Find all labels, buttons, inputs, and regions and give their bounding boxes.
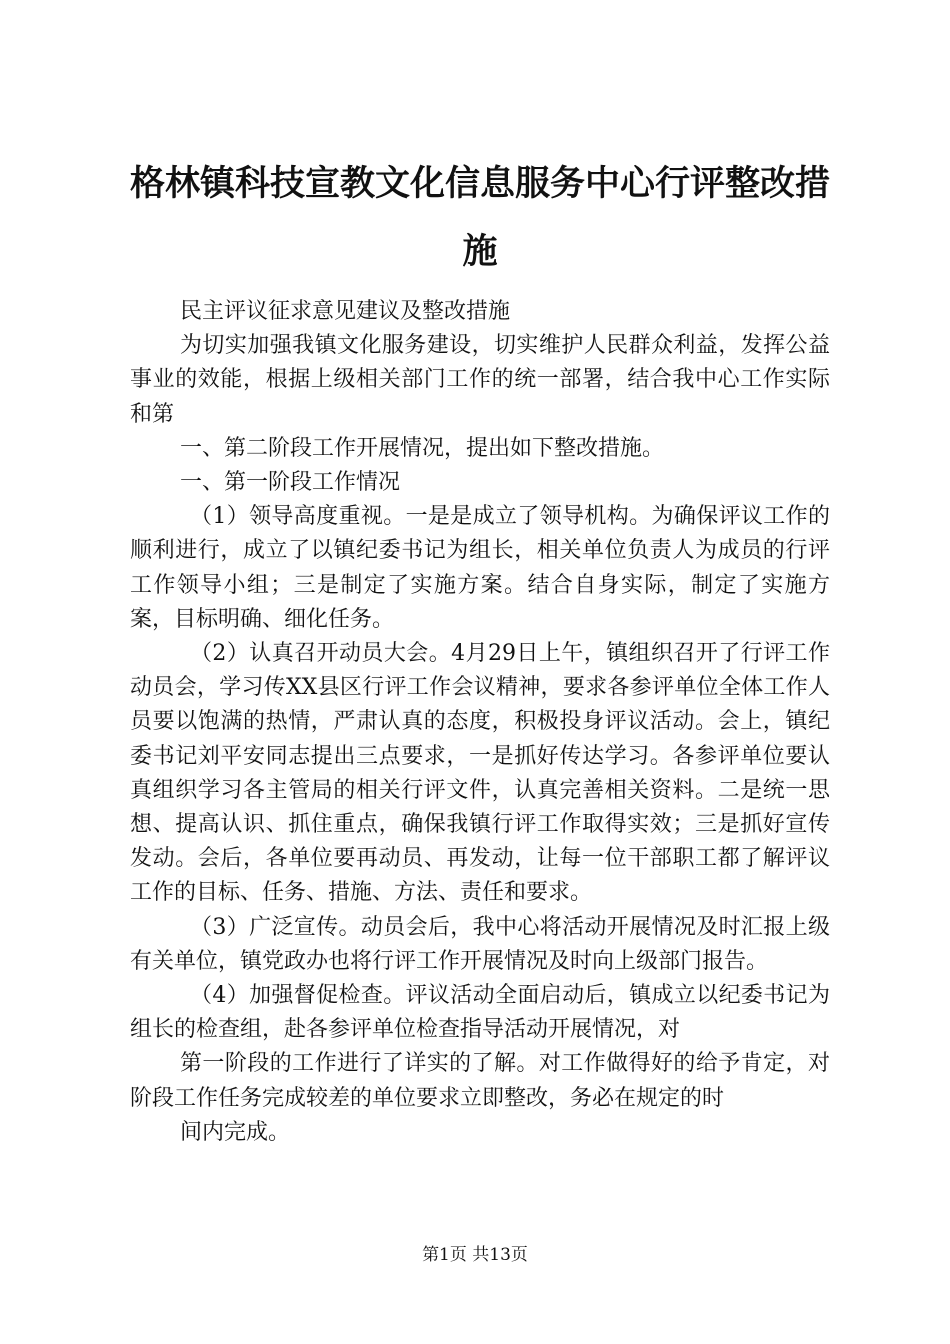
section-heading: 一、第一阶段工作情况	[180, 470, 401, 496]
paragraph-closing: 间内完成。	[180, 1119, 291, 1145]
paragraph-item-3: （3）广泛宣传。动员会后，我中心将活动开展情况及时汇报上级有关单位，镇党政办也将行评工作开展情况及时向上级部门报告。	[130, 914, 830, 974]
paragraph-item-1: （1）领导高度重视。一是是成立了领导机构。为确保评议工作的顺利进行，成立了以镇纪委书记为组长，相关单位负责人为成员的行评工作领导小组；三是制定了实施方案。结合自身实际，制定了实施方案，目标明确、细化任务。	[130, 504, 830, 632]
page-number: 第1页 共13页	[422, 1245, 528, 1265]
document-body	[130, 295, 830, 1150]
paragraph-intro: 为切实加强我镇文化服务建设，切实维护人民群众利益，发挥公益事业的效能，根据上级相关部门工作的统一部署，结合我中心工作实际和第	[130, 333, 830, 427]
paragraph-item-4: （4）加强督促检查。评议活动全面启动后，镇成立以纪委书记为组长的检查组，赴各参评单位检查指导活动开展情况，对	[130, 983, 830, 1043]
paragraph-section-intro: 一、第二阶段工作开展情况，提出如下整改措施。	[180, 435, 665, 461]
paragraph-item-2: （2）认真召开动员大会。4月29日上午，镇组织召开了行评工作动员会，学习传XX县区行评工作会议精神，要求各参评单位全体工作人员要以饱满的热情，严肃认真的态度，积极投身评议活动。会上，镇纪委书记刘平安同志提出三点要求，一是抓好传达学习。各参评单位要认真组织学习各主管局的相关行评文件，认真完善相关资料。二是统一思想、提高认识、抓住重点，确保我镇行评工作取得实效；三是抓好宣传发动。会后，各单位要再动员、再发动，让每一位干部职工都了解评议工作的目标、任务、措施、方法、责任和要求。	[130, 641, 830, 906]
document-title: 格林镇科技宣教文化信息服务中心行评整改措施	[129, 164, 830, 272]
paragraph-continuation: 第一阶段的工作进行了详实的了解。对工作做得好的给予肯定，对阶段工作任务完成较差的单位要求立即整改，务必在规定的时	[130, 1051, 830, 1111]
paragraph-subtitle: 民主评议征求意见建议及整改措施	[180, 299, 511, 324]
